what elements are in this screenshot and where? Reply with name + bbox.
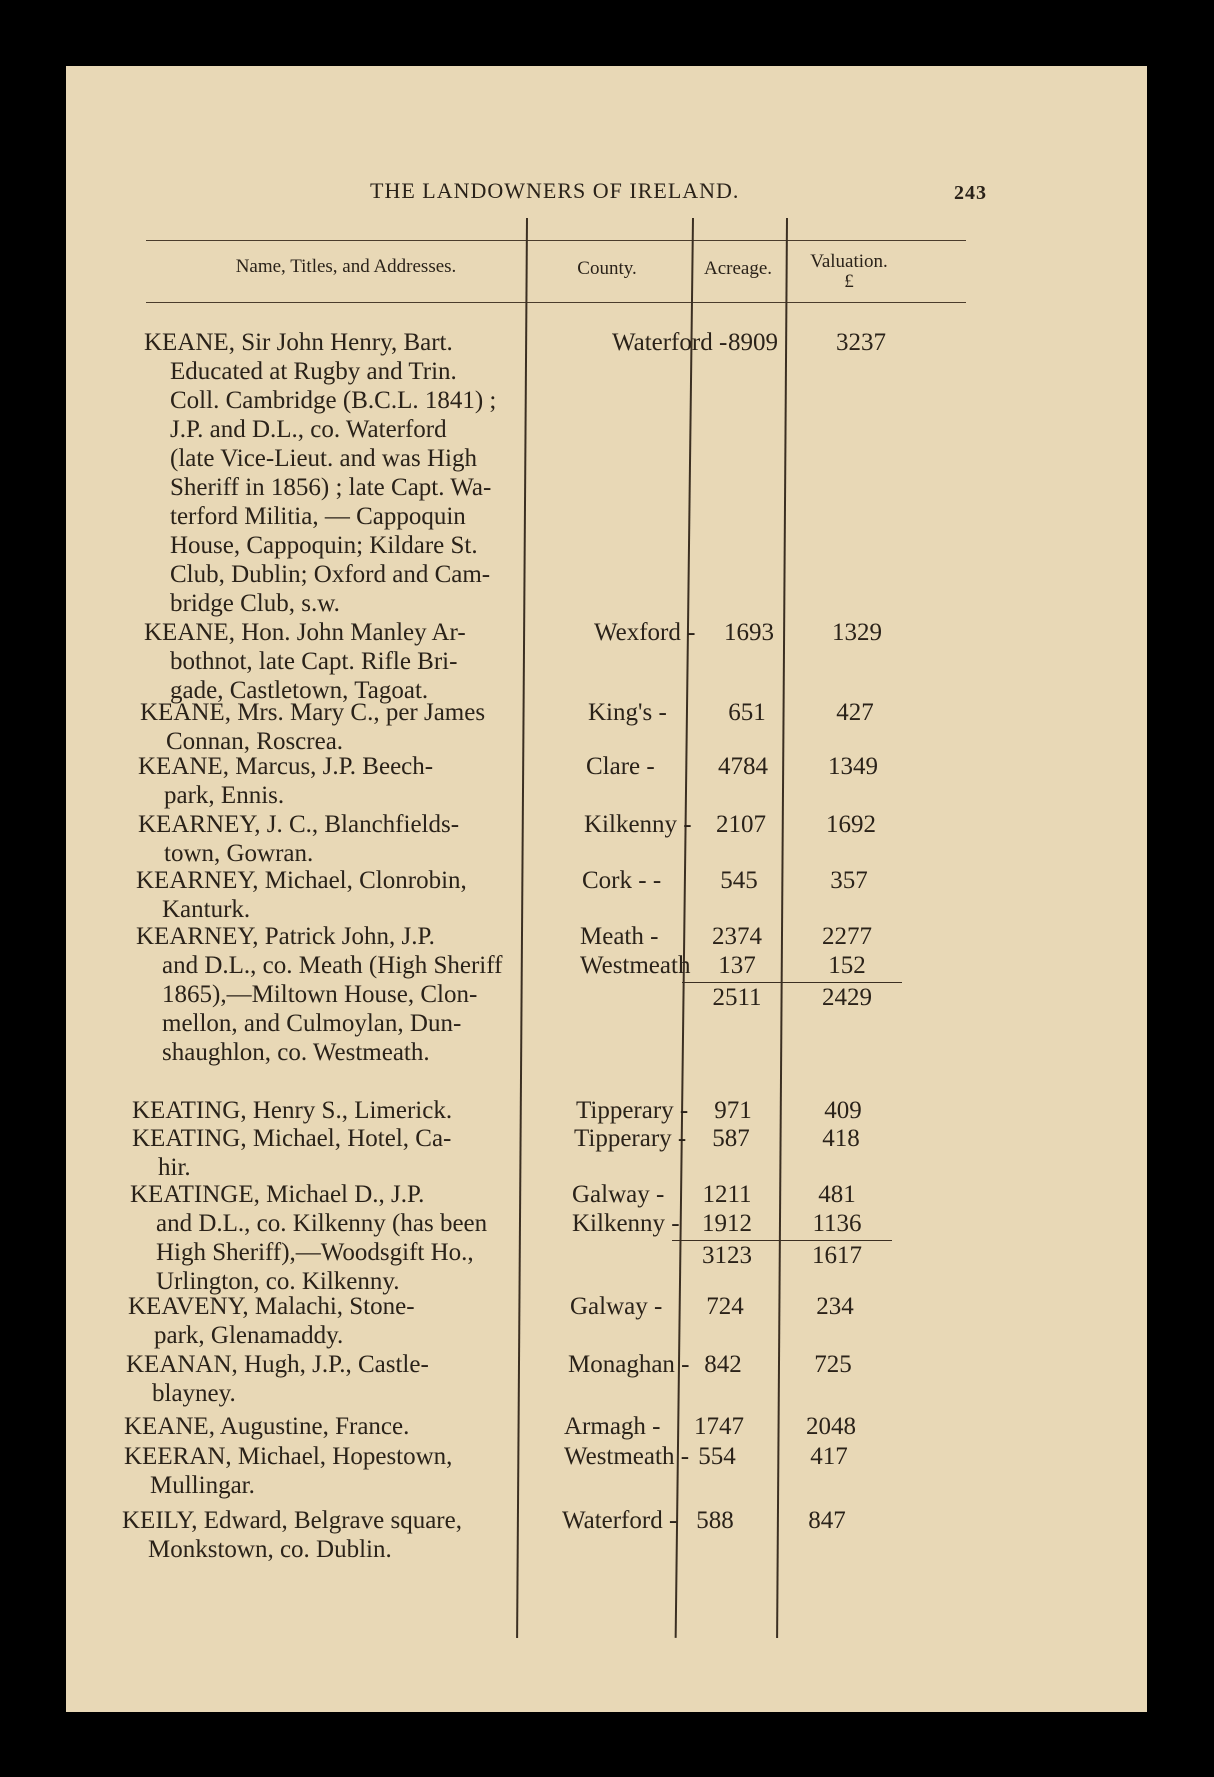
entry-acreage: 545 <box>720 867 758 894</box>
entry-line: town, Gowran. <box>164 840 314 867</box>
entry-line: Educated at Rugby and Trin. <box>170 358 457 385</box>
entry-line: Kanturk. <box>162 896 251 923</box>
entry-line: KEANE, Augustine, France. <box>124 1413 410 1440</box>
entry-valuation: 1692 <box>826 811 876 838</box>
entry-name <box>124 1442 544 1500</box>
entry-county: Galway - <box>570 1293 663 1320</box>
entry-acreage: 724 <box>706 1293 744 1320</box>
entry-line: KEARNEY, J. C., Blanchfields- <box>138 811 460 838</box>
entry-line: Coll. Cambridge (B.C.L. 1841) ; <box>170 387 497 414</box>
entry-county: Waterford - <box>612 329 728 356</box>
entry-name <box>144 328 564 618</box>
entry-acreage: 4784 <box>718 753 768 780</box>
entry-valuation: 1329 <box>832 619 882 646</box>
entry-name <box>140 698 560 756</box>
entry-county: Armagh - <box>564 1413 661 1440</box>
entry-name <box>130 1180 550 1296</box>
book-page <box>66 66 1147 1712</box>
header-bottom-rule <box>146 302 966 303</box>
entry-name <box>136 922 556 1067</box>
entry-line: KEANE, Sir John Henry, Bart. <box>144 329 453 356</box>
entry-valuation: 417 <box>810 1443 848 1470</box>
entry-valuation: 152 <box>828 952 866 979</box>
entry-valuation: 357 <box>830 867 868 894</box>
entry-line: 1865),—Miltown House, Clon- <box>162 981 478 1008</box>
column-header-name: Name, Titles, and Addresses. <box>235 256 457 277</box>
entry-line: KEARNEY, Michael, Clonrobin, <box>136 867 467 894</box>
entry-valuation: 2048 <box>806 1413 856 1440</box>
entry-valuation: 234 <box>816 1293 854 1320</box>
entry-line: bothnot, late Capt. Rifle Bri- <box>170 648 458 675</box>
entry-acreage: 137 <box>718 952 756 979</box>
entry-acreage: 1211 <box>702 1181 752 1208</box>
entry-valuation: 481 <box>818 1181 856 1208</box>
entry-line: Sheriff in 1856) ; late Capt. Wa- <box>170 474 492 501</box>
entry-valuation: 725 <box>814 1351 852 1378</box>
entry-name <box>128 1292 548 1350</box>
entry-valuation: 427 <box>836 699 874 726</box>
entry-valuation: 847 <box>808 1507 846 1534</box>
entry-county: King's - <box>588 699 667 726</box>
entry-name <box>132 1096 552 1125</box>
entry-name <box>138 752 558 810</box>
entry-county: Galway - <box>572 1181 665 1208</box>
entry-county: Westmeath <box>580 952 691 979</box>
entry-acreage: 842 <box>704 1351 742 1378</box>
entry-name <box>132 1124 552 1182</box>
entry-county: Kilkenny - <box>572 1210 680 1237</box>
entry-line: KEERAN, Michael, Hopestown, <box>124 1443 453 1470</box>
page-number: 243 <box>954 182 987 204</box>
entry-name <box>122 1506 542 1564</box>
header-top-rule <box>146 240 966 241</box>
entry-acreage: 1693 <box>724 619 774 646</box>
entry-line: shaughlon, co. Westmeath. <box>162 1039 430 1066</box>
running-head-title: THE LANDOWNERS OF IRELAND. <box>370 178 740 203</box>
entry-line: KEANE, Hon. John Manley Ar- <box>144 619 466 646</box>
entry-line: KEARNEY, Patrick John, J.P. <box>136 923 435 950</box>
entry-valuation-total: 1617 <box>782 1240 892 1270</box>
entry-line: Connan, Roscrea. <box>166 728 344 755</box>
entry-valuation: 2277 <box>822 923 872 950</box>
entry-acreage: 1747 <box>694 1413 744 1440</box>
entry-acreage: 2107 <box>716 811 766 838</box>
entry-acreage: 8909 <box>728 329 778 356</box>
entry-acreage: 1912 <box>702 1210 752 1237</box>
entry-acreage: 971 <box>714 1097 752 1124</box>
entry-county: Tipperary - <box>574 1125 687 1152</box>
entry-line: park, Glenamaddy. <box>154 1322 344 1349</box>
entry-county: Meath - <box>580 923 659 950</box>
entry-line: Monkstown, co. Dublin. <box>148 1536 392 1563</box>
entry-county: Tipperary - <box>576 1097 689 1124</box>
entry-county: Monaghan - <box>568 1351 690 1378</box>
entry-acreage: 587 <box>712 1125 750 1152</box>
entry-line: KEANAN, Hugh, J.P., Castle- <box>126 1351 429 1378</box>
entry-name <box>126 1350 546 1408</box>
entry-acreage: 2374 <box>712 923 762 950</box>
entry-line: gade, Castletown, Tagoat. <box>170 677 429 704</box>
entry-line: terford Militia, — Cappoquin <box>170 503 466 530</box>
entry-line: House, Cappoquin; Kildare St. <box>170 532 478 559</box>
entry-line: KEANE, Mrs. Mary C., per James <box>140 699 486 726</box>
entry-name <box>138 810 558 868</box>
entry-line: and D.L., co. Kilkenny (has been <box>156 1210 488 1237</box>
entry-line: KEAVENY, Malachi, Stone- <box>128 1293 415 1320</box>
entry-line: (late Vice-Lieut. and was High <box>170 445 477 472</box>
entry-line: mellon, and Culmoylan, Dun- <box>162 1010 462 1037</box>
entry-line: hir. <box>158 1154 191 1181</box>
valuation-unit: £ <box>844 271 854 292</box>
entry-line: park, Ennis. <box>164 782 285 809</box>
entry-county: Waterford - <box>562 1507 678 1534</box>
entry-valuation: 418 <box>822 1125 860 1152</box>
entry-line: and D.L., co. Meath (High Sheriff <box>162 952 503 979</box>
entry-name <box>124 1412 544 1441</box>
entry-valuation: 3237 <box>836 329 886 356</box>
entry-line: bridge Club, s.w. <box>170 590 340 617</box>
entry-county: Clare - <box>586 753 655 780</box>
entry-line: KEANE, Marcus, J.P. Beech- <box>138 753 434 780</box>
entry-line: Mullingar. <box>150 1472 255 1499</box>
entry-line: KEATINGE, Michael D., J.P. <box>130 1181 425 1208</box>
column-header-acreage: Acreage. <box>703 258 773 279</box>
entry-valuation: 409 <box>824 1097 862 1124</box>
valuation-label: Valuation. <box>810 251 888 272</box>
entry-name <box>144 618 564 705</box>
entry-valuation: 1349 <box>828 753 878 780</box>
entry-valuation: 1136 <box>812 1210 862 1237</box>
entry-valuation-total: 2429 <box>792 982 902 1012</box>
entry-acreage: 651 <box>728 699 766 726</box>
entry-line: KEATING, Henry S., Limerick. <box>132 1097 453 1124</box>
entry-line: J.P. and D.L., co. Waterford <box>170 416 447 443</box>
entry-line: KEATING, Michael, Hotel, Ca- <box>132 1125 452 1152</box>
column-header-valuation <box>784 252 914 292</box>
entry-county: Kilkenny - <box>584 811 692 838</box>
entry-county: Wexford - <box>594 619 696 646</box>
entry-county: Westmeath - <box>564 1443 690 1470</box>
entry-name <box>136 866 556 924</box>
entry-line: High Sheriff),—Woodsgift Ho., <box>156 1239 474 1266</box>
entry-acreage-total: 3123 <box>672 1240 782 1270</box>
entry-acreage: 554 <box>698 1443 736 1470</box>
entry-line: Club, Dublin; Oxford and Cam- <box>170 561 491 588</box>
entry-acreage: 588 <box>696 1507 734 1534</box>
entry-county: Cork - - <box>582 867 662 894</box>
entry-line: blayney. <box>152 1380 236 1407</box>
column-header-county: County. <box>577 258 637 279</box>
entry-acreage-total: 2511 <box>682 982 792 1012</box>
entry-line: Urlington, co. Kilkenny. <box>156 1268 400 1295</box>
entry-line: KEILY, Edward, Belgrave square, <box>122 1507 462 1534</box>
